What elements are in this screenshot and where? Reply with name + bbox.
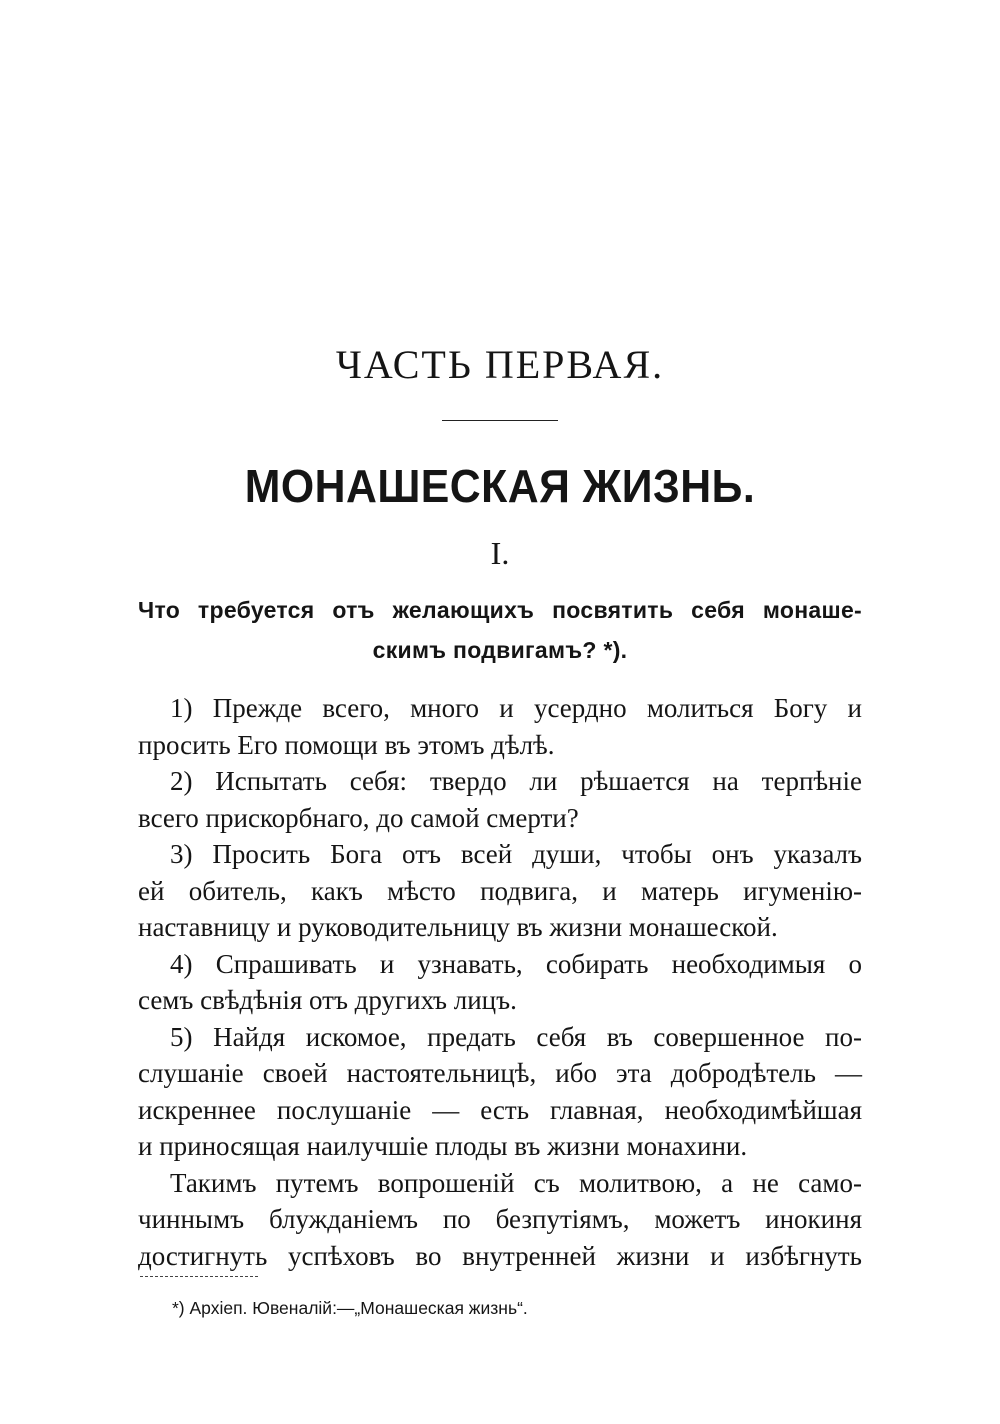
paragraph-5-line: слушаніе своей настоятельницѣ, ибо эта добродѣтель — — [138, 1058, 862, 1088]
paragraph-5-line: и приносящая наилучшіе плоды въ жизни монахини. — [138, 1131, 748, 1161]
paragraph-3-line: наставницу и руководительницу въ жизни монашеской. — [138, 912, 778, 942]
footnote: *) Архіеп. Ювеналій:—„Монашеская жизнь“. — [172, 1298, 528, 1318]
paragraph-6-line: чиннымъ блужданіемъ по безпутіямъ, можетъ инокиня — [138, 1204, 862, 1234]
body-paragraphs — [138, 690, 862, 1274]
paragraph-3-line: 3) Просить Бога отъ всей души, чтобы онъ указалъ — [170, 839, 862, 869]
paragraph-2-line: 2) Испытать себя: твердо ли рѣшается на терпѣніе — [170, 766, 862, 796]
footnote-divider — [140, 1276, 258, 1277]
question-line: Что требуется отъ желающихъ посвятить себя монаше- — [138, 597, 862, 623]
section-question — [138, 590, 862, 670]
paragraph-1-line: просить Его помощи въ этомъ дѣлѣ. — [138, 729, 555, 760]
paragraph-6-line: достигнуть успѣховъ во внутренней жизни и избѣгнуть — [138, 1240, 862, 1271]
paragraph-4-line: 4) Спрашивать и узнавать, собирать необходимыя о — [170, 948, 862, 979]
paragraph-4-line: семъ свѣдѣнія отъ другихъ лицъ. — [138, 985, 517, 1015]
paragraph-5-line: 5) Найдя искомое, предать себя въ совершенное по- — [170, 1021, 862, 1052]
title-divider — [442, 420, 558, 421]
paragraph-1-line: 1) Прежде всего, много и усердно молиться Богу и — [170, 693, 862, 723]
paragraph-5-line: искреннее послушаніе — есть главная, необходимѣйшая — [138, 1094, 862, 1125]
part-title: ЧАСТЬ ПЕРВАЯ. — [335, 342, 665, 387]
chapter-number: I. — [490, 535, 510, 571]
question-line: скимъ подвигамъ? *). — [372, 637, 628, 663]
paragraph-6-line: Такимъ путемъ вопрошеній съ молитвою, а не само- — [170, 1167, 862, 1198]
paragraph-2-line: всего прискорбнаго, до самой смерти? — [138, 802, 579, 833]
paragraph-3-line: ей обитель, какъ мѣсто подвига, и матерь игуменію- — [138, 875, 862, 906]
main-title: МОНАШЕСКАЯ ЖИЗНЬ. — [244, 460, 756, 512]
